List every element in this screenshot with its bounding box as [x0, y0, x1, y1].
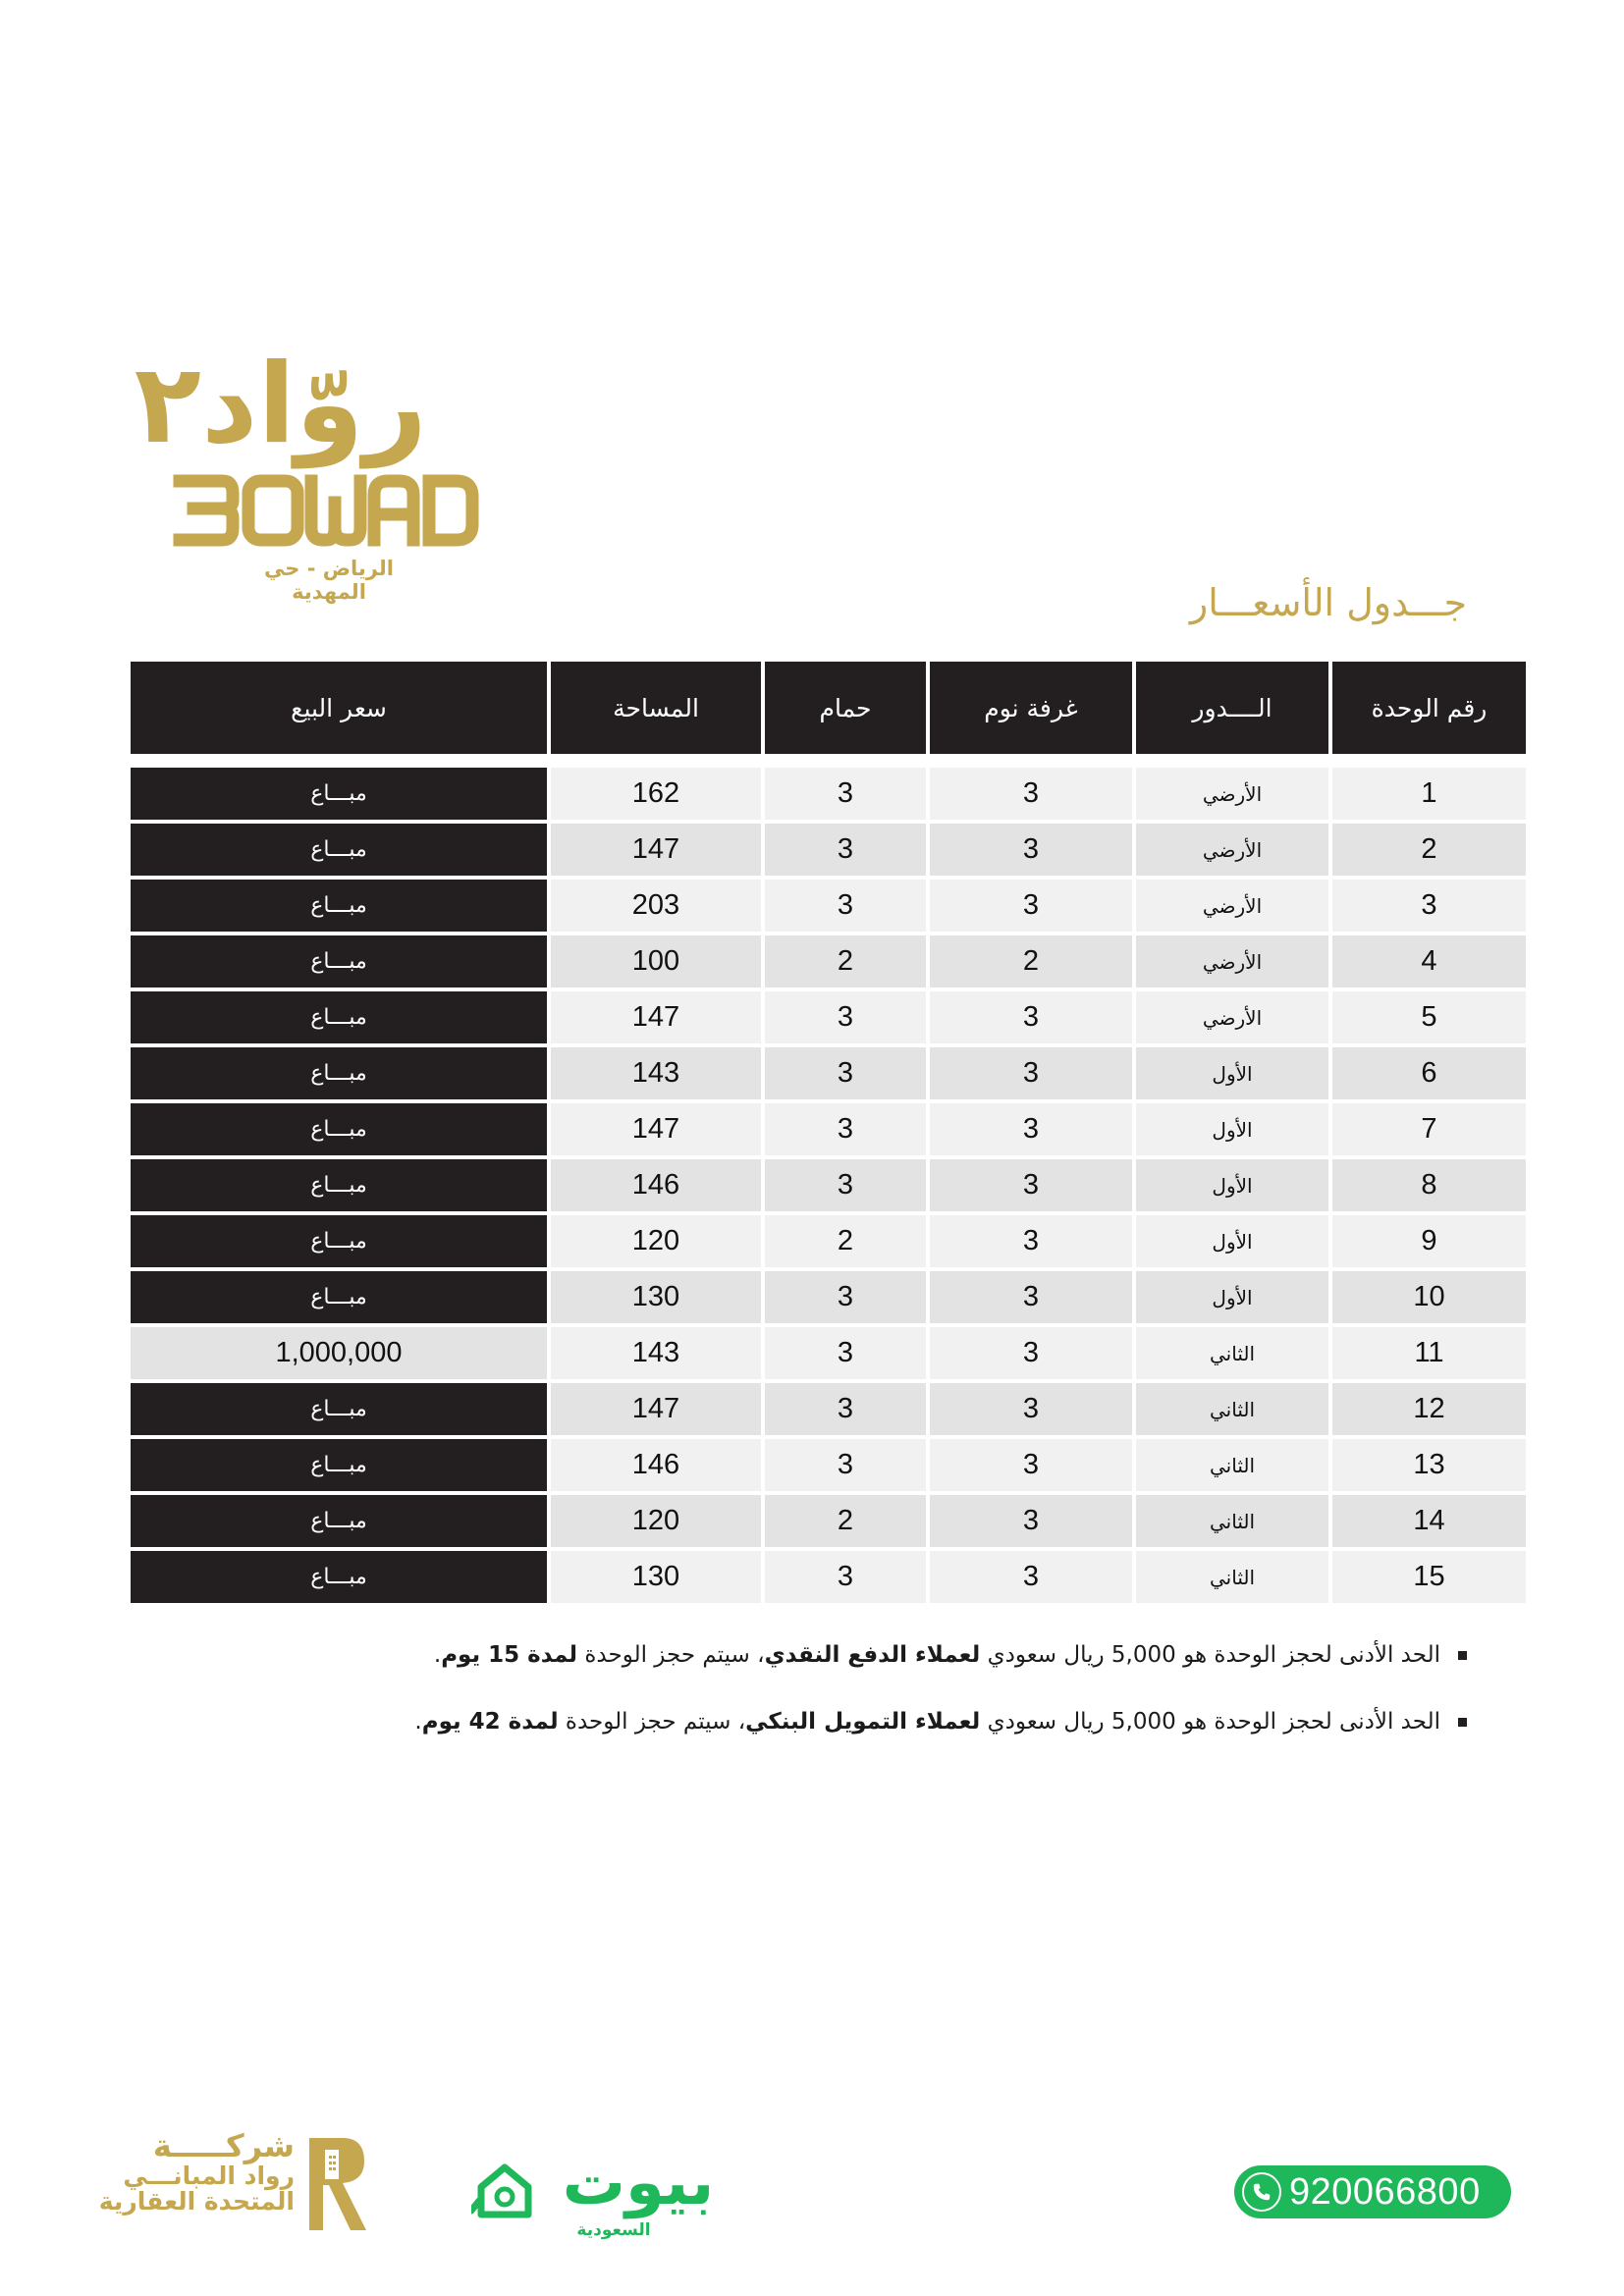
cell-bathrooms: 3: [765, 768, 926, 820]
cell-floor: الأرضي: [1136, 824, 1328, 876]
bullet-icon: [1458, 1651, 1467, 1660]
cell-unit: 3: [1332, 880, 1526, 932]
cell-bathrooms: 3: [765, 1327, 926, 1379]
table-row: [131, 991, 1526, 1043]
cell-bathrooms: 3: [765, 824, 926, 876]
cell-area: 162: [551, 768, 761, 820]
note-text: ، سيتم حجز الوحدة: [577, 1642, 765, 1668]
cell-area: 147: [551, 1383, 761, 1435]
cell-bedrooms: 3: [930, 1551, 1132, 1603]
price-table-title: جـــدول الأسعـــار: [1189, 581, 1467, 624]
cell-unit: 13: [1332, 1439, 1526, 1491]
cell-bathrooms: 3: [765, 1551, 926, 1603]
note-bold: لعملاء التمويل البنكي: [745, 1709, 981, 1735]
bayut-wordmark: بيوت: [562, 2147, 715, 2219]
cell-bathrooms: 2: [765, 1495, 926, 1547]
table-row: [131, 1215, 1526, 1267]
cell-area: 143: [551, 1047, 761, 1099]
note-text: .: [414, 1709, 422, 1735]
cell-unit: 8: [1332, 1159, 1526, 1211]
cell-bedrooms: 3: [930, 1439, 1132, 1491]
company-name-line3: المتحدة العقارية: [98, 2186, 295, 2216]
cell-unit: 9: [1332, 1215, 1526, 1267]
cell-area: 146: [551, 1159, 761, 1211]
cell-bedrooms: 3: [930, 1327, 1132, 1379]
cell-unit: 15: [1332, 1551, 1526, 1603]
cell-bedrooms: 3: [930, 1271, 1132, 1323]
spacer-cell: [131, 758, 1526, 764]
cell-price: مبـــاع: [131, 1215, 547, 1267]
header-area: المساحة: [551, 662, 761, 754]
cell-price: مبـــاع: [131, 1271, 547, 1323]
cell-bedrooms: 3: [930, 991, 1132, 1043]
cell-area: 147: [551, 1103, 761, 1155]
cell-floor: الأرضي: [1136, 991, 1328, 1043]
header-spacer: [131, 758, 1526, 764]
project-logo-arabic: روّاد٢: [134, 341, 427, 468]
cell-area: 143: [551, 1327, 761, 1379]
cell-price: مبـــاع: [131, 1383, 547, 1435]
table-row: [131, 935, 1526, 988]
note-bold: لمدة 15 يوم: [441, 1642, 578, 1668]
table-row: [131, 824, 1526, 876]
cell-area: 147: [551, 991, 761, 1043]
cell-floor: الثاني: [1136, 1495, 1328, 1547]
table-row: [131, 1495, 1526, 1547]
note-bank: [289, 1701, 1467, 1742]
cell-price: مبـــاع: [131, 768, 547, 820]
note-bold: لعملاء الدفع النقدي: [764, 1642, 981, 1668]
cell-unit: 4: [1332, 935, 1526, 988]
company-name-line2: رواد المبانـــي: [123, 2161, 295, 2190]
cell-unit: 6: [1332, 1047, 1526, 1099]
cell-bathrooms: 3: [765, 1047, 926, 1099]
note-bold: لمدة 42 يوم: [421, 1709, 559, 1735]
header-bathrooms: حمام: [765, 662, 926, 754]
cell-bathrooms: 3: [765, 1383, 926, 1435]
phone-number[interactable]: 920066800: [1289, 2170, 1481, 2213]
table-row: [131, 1439, 1526, 1491]
bayut-logo: [471, 2147, 746, 2248]
cell-area: 130: [551, 1551, 761, 1603]
note-text: .: [433, 1642, 442, 1668]
table-row: [131, 1159, 1526, 1211]
cell-floor: الثاني: [1136, 1383, 1328, 1435]
cell-bedrooms: 3: [930, 1383, 1132, 1435]
cell-unit: 2: [1332, 824, 1526, 876]
cell-unit: 11: [1332, 1327, 1526, 1379]
cell-bathrooms: 3: [765, 1271, 926, 1323]
table-body: [131, 758, 1526, 1603]
header-price: سعر البيع: [131, 662, 547, 754]
cell-area: 120: [551, 1495, 761, 1547]
table-row: [131, 768, 1526, 820]
header-floor: الــــدور: [1136, 662, 1328, 754]
company-name: [98, 2127, 295, 2216]
header-unit: رقم الوحدة: [1332, 662, 1526, 754]
booking-notes: [289, 1634, 1467, 1768]
cell-bathrooms: 2: [765, 1215, 926, 1267]
cell-floor: الثاني: [1136, 1327, 1328, 1379]
company-name-line1: شركـــــة: [152, 2127, 295, 2164]
cell-price: مبـــاع: [131, 1103, 547, 1155]
cell-floor: الثاني: [1136, 1551, 1328, 1603]
cell-bedrooms: 3: [930, 1495, 1132, 1547]
cell-area: 130: [551, 1271, 761, 1323]
cell-bedrooms: 3: [930, 1159, 1132, 1211]
cell-price: 1,000,000: [131, 1327, 547, 1379]
cell-area: 100: [551, 935, 761, 988]
cell-floor: الأول: [1136, 1271, 1328, 1323]
note-cash: [289, 1634, 1467, 1676]
cell-area: 120: [551, 1215, 761, 1267]
cell-unit: 10: [1332, 1271, 1526, 1323]
cell-floor: الأول: [1136, 1159, 1328, 1211]
table-row: [131, 1551, 1526, 1603]
cell-price: مبـــاع: [131, 1551, 547, 1603]
cell-unit: 1: [1332, 768, 1526, 820]
cell-bedrooms: 3: [930, 824, 1132, 876]
cell-floor: الأول: [1136, 1103, 1328, 1155]
cell-floor: الأرضي: [1136, 935, 1328, 988]
header-bedrooms: غرفة نوم: [930, 662, 1132, 754]
cell-bedrooms: 3: [930, 1215, 1132, 1267]
rowad-wordmark-icon: [172, 471, 481, 550]
table-row: [131, 1327, 1526, 1379]
cell-bedrooms: 2: [930, 935, 1132, 988]
cell-bedrooms: 3: [930, 1103, 1132, 1155]
cell-bedrooms: 3: [930, 1047, 1132, 1099]
note-text: ، سيتم حجز الوحدة: [558, 1709, 746, 1735]
cell-area: 203: [551, 880, 761, 932]
cell-bathrooms: 3: [765, 1439, 926, 1491]
cell-bathrooms: 3: [765, 1159, 926, 1211]
cell-price: مبـــاع: [131, 824, 547, 876]
cell-bathrooms: 3: [765, 1103, 926, 1155]
cell-unit: 5: [1332, 991, 1526, 1043]
note-text: الحد الأدنى لحجز الوحدة هو 5,000 ريال سعودي: [980, 1709, 1440, 1735]
note-text: الحد الأدنى لحجز الوحدة هو 5,000 ريال سعودي: [980, 1642, 1440, 1668]
table-row: [131, 1047, 1526, 1099]
house-search-icon: [471, 2162, 538, 2220]
cell-price: مبـــاع: [131, 935, 547, 988]
phone-badge[interactable]: [1234, 2165, 1511, 2218]
cell-price: مبـــاع: [131, 1047, 547, 1099]
table-row: [131, 1383, 1526, 1435]
project-location: الرياض - حي المهدية: [264, 557, 394, 604]
bayut-subtitle: السعودية: [576, 2220, 651, 2240]
table-header-row: [131, 662, 1526, 754]
project-logo: [134, 339, 496, 604]
cell-area: 147: [551, 824, 761, 876]
cell-bedrooms: 3: [930, 880, 1132, 932]
bullet-icon: [1458, 1718, 1467, 1727]
whatsapp-phone-icon: [1242, 2172, 1281, 2212]
cell-floor: الأول: [1136, 1215, 1328, 1267]
cell-price: مبـــاع: [131, 1495, 547, 1547]
cell-unit: 7: [1332, 1103, 1526, 1155]
cell-price: مبـــاع: [131, 1439, 547, 1491]
cell-price: مبـــاع: [131, 880, 547, 932]
cell-area: 146: [551, 1439, 761, 1491]
cell-floor: الأول: [1136, 1047, 1328, 1099]
cell-price: مبـــاع: [131, 1159, 547, 1211]
cell-bathrooms: 3: [765, 880, 926, 932]
price-table: [127, 658, 1530, 1607]
company-logo: [98, 2127, 373, 2238]
cell-floor: الأرضي: [1136, 768, 1328, 820]
cell-floor: الثاني: [1136, 1439, 1328, 1491]
cell-unit: 12: [1332, 1383, 1526, 1435]
table-row: [131, 1271, 1526, 1323]
cell-unit: 14: [1332, 1495, 1526, 1547]
table-row: [131, 880, 1526, 932]
table-row: [131, 1103, 1526, 1155]
company-mark-icon: [299, 2132, 370, 2236]
project-logo-latin: [172, 471, 481, 550]
cell-bathrooms: 3: [765, 991, 926, 1043]
cell-bedrooms: 3: [930, 768, 1132, 820]
cell-floor: الأرضي: [1136, 880, 1328, 932]
cell-price: مبـــاع: [131, 991, 547, 1043]
cell-bathrooms: 2: [765, 935, 926, 988]
